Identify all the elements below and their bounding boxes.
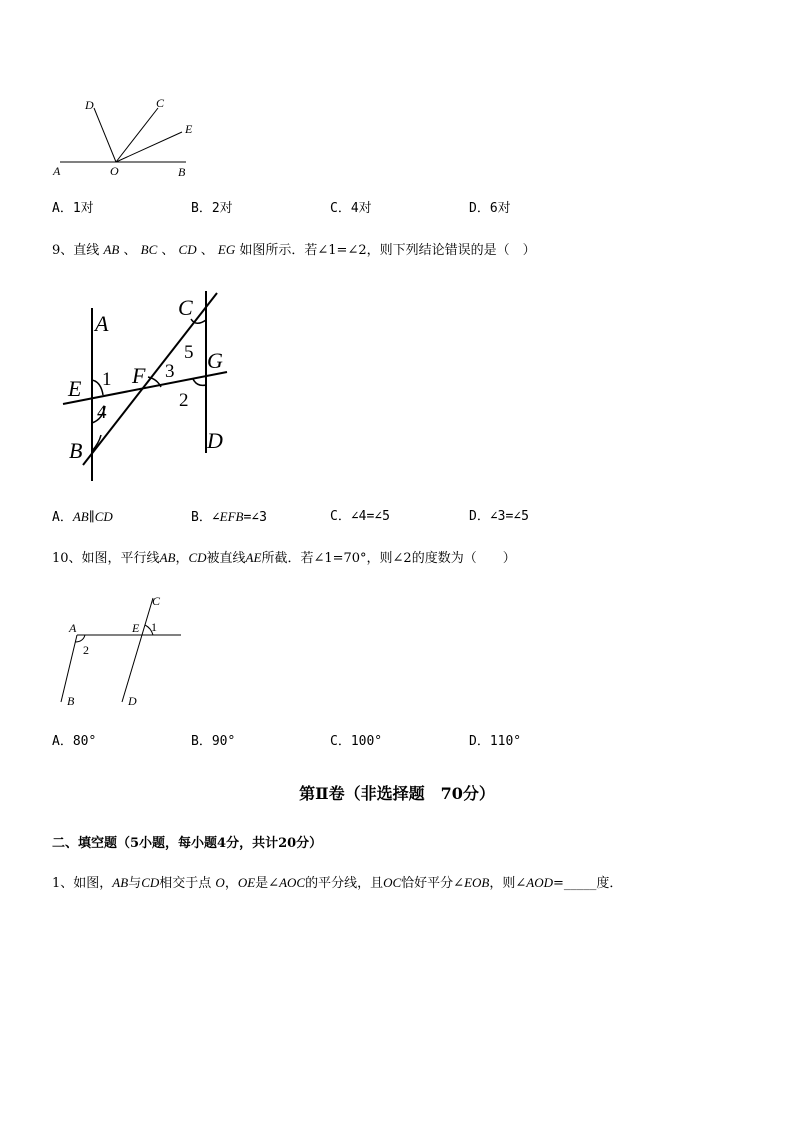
fill1-v6: OC [383,875,402,890]
fill1-t5: 是∠ [255,876,280,891]
label-d-q10: D [128,694,137,708]
q8-option-c: C．4对 [330,201,372,216]
label-f-q9: F [132,363,146,388]
q9-option-b-body: EFB [219,509,244,524]
label-b: B [178,165,186,179]
label-d: D [85,98,94,112]
angle-3-label: 3 [165,361,175,382]
label-o: O [110,164,119,178]
q9-number: 9、 [52,243,74,258]
fill1-stem [52,875,622,892]
q9-text-2: 如图所示．若∠1=∠2，则下列结论错误的是（ ） [239,243,536,258]
ray-oe [116,132,182,162]
q10-option-d: D．110° [469,734,522,749]
q9-text-1: 直线 [73,243,100,258]
angle-2-label: 2 [179,390,189,411]
q9-sep-1: 、 [123,243,137,258]
angle-4-label: 4 [97,402,107,423]
fill1-v1: AB [112,875,129,890]
label-d-q9: D [207,428,223,453]
fill1-t3: 相交于点 [159,876,212,891]
label-b-q9: B [69,438,83,463]
label-e-q9: E [68,376,82,401]
line-ab-q10 [61,635,77,702]
q9-line-2: BC [140,242,158,257]
fill1-t8: ，则∠ [489,876,527,891]
label-a: A [53,164,61,178]
q10-text-2: 被直线 [206,551,246,566]
label-c: C [156,96,165,110]
label-a-q9: A [95,311,109,336]
label-e: E [185,122,193,136]
q9-option-a-body: AB∥CD [72,509,113,524]
q10-text-1: 如图，平行线 [81,551,160,566]
fill1-t7: 恰好平分∠ [401,876,465,891]
q10-figure [55,590,190,715]
angle-2-label-q10: 2 [83,643,89,657]
fill1-t4: ， [224,876,238,891]
section2-title: 二、填空题（5小题，每小题4分，共计20分） [52,836,323,851]
q10-number: 10、 [52,551,82,566]
q10-option-a: A．80° [52,734,97,749]
label-b-q10: B [67,694,75,708]
q9-option-a-prefix: A． [52,510,73,525]
ray-oc [116,108,158,162]
angle-1-label-q10: 1 [151,620,157,634]
part2-title: 第Ⅱ卷（非选择题 70分） [299,784,495,803]
angle-1-label: 1 [102,369,112,390]
q9-line-3: CD [178,242,197,257]
q10-line-2: CD [188,550,207,565]
fill1-t1: 如图， [73,876,113,891]
q10-stem [52,550,516,567]
q8-option-a: A．1对 [52,201,94,216]
q10-text-3: 所截．若∠1=70°，则∠2的度数为（ ） [261,551,516,566]
q9-option-c: C．∠4=∠5 [330,509,390,524]
q9-stem [52,242,536,259]
q9-line-4: EG [217,242,236,257]
q9-sep-2: 、 [161,243,175,258]
fill1-v2: CD [141,875,160,890]
q8-option-d: D．6对 [469,201,511,216]
q10-option-c: C．100° [330,734,383,749]
fill1-number: 1、 [52,876,74,891]
fill1-v7: EOB [464,875,490,890]
ray-od [94,108,116,162]
q9-option-b-tail: =∠3 [243,510,267,525]
q10-line-3: AE [245,550,262,565]
q10-line-1: AB [159,550,176,565]
angle-5-label: 5 [184,342,194,363]
q9-option-b-prefix: B．∠ [191,510,220,525]
fill1-t2: 与 [128,876,142,891]
fill1-v4: OE [237,875,256,890]
q10-sep: ， [175,551,189,566]
q9-option-a [52,509,113,526]
q8-figure [50,92,200,182]
label-g-q9: G [207,348,223,373]
label-c-q10: C [152,594,161,608]
q9-figure [55,283,245,488]
label-a-q10: A [69,621,77,635]
q8-option-b: B．2对 [191,201,233,216]
fill1-v3: O [215,875,225,890]
q10-option-b: B．90° [191,734,236,749]
fill1-v5: AOC [279,875,306,890]
q9-line-1: AB [103,242,120,257]
arc-2 [193,379,206,385]
line-cd-q10 [122,598,153,702]
q9-sep-3: 、 [200,243,214,258]
fill1-t6: 的平分线，且 [305,876,384,891]
label-c-q9: C [178,295,193,320]
label-e-q10: E [132,621,140,635]
fill1-blank[interactable]: =_____度． [552,876,623,891]
fill1-v8: AOD [526,875,553,890]
q9-option-b [191,509,267,526]
q9-option-d: D．∠3=∠5 [469,509,529,524]
